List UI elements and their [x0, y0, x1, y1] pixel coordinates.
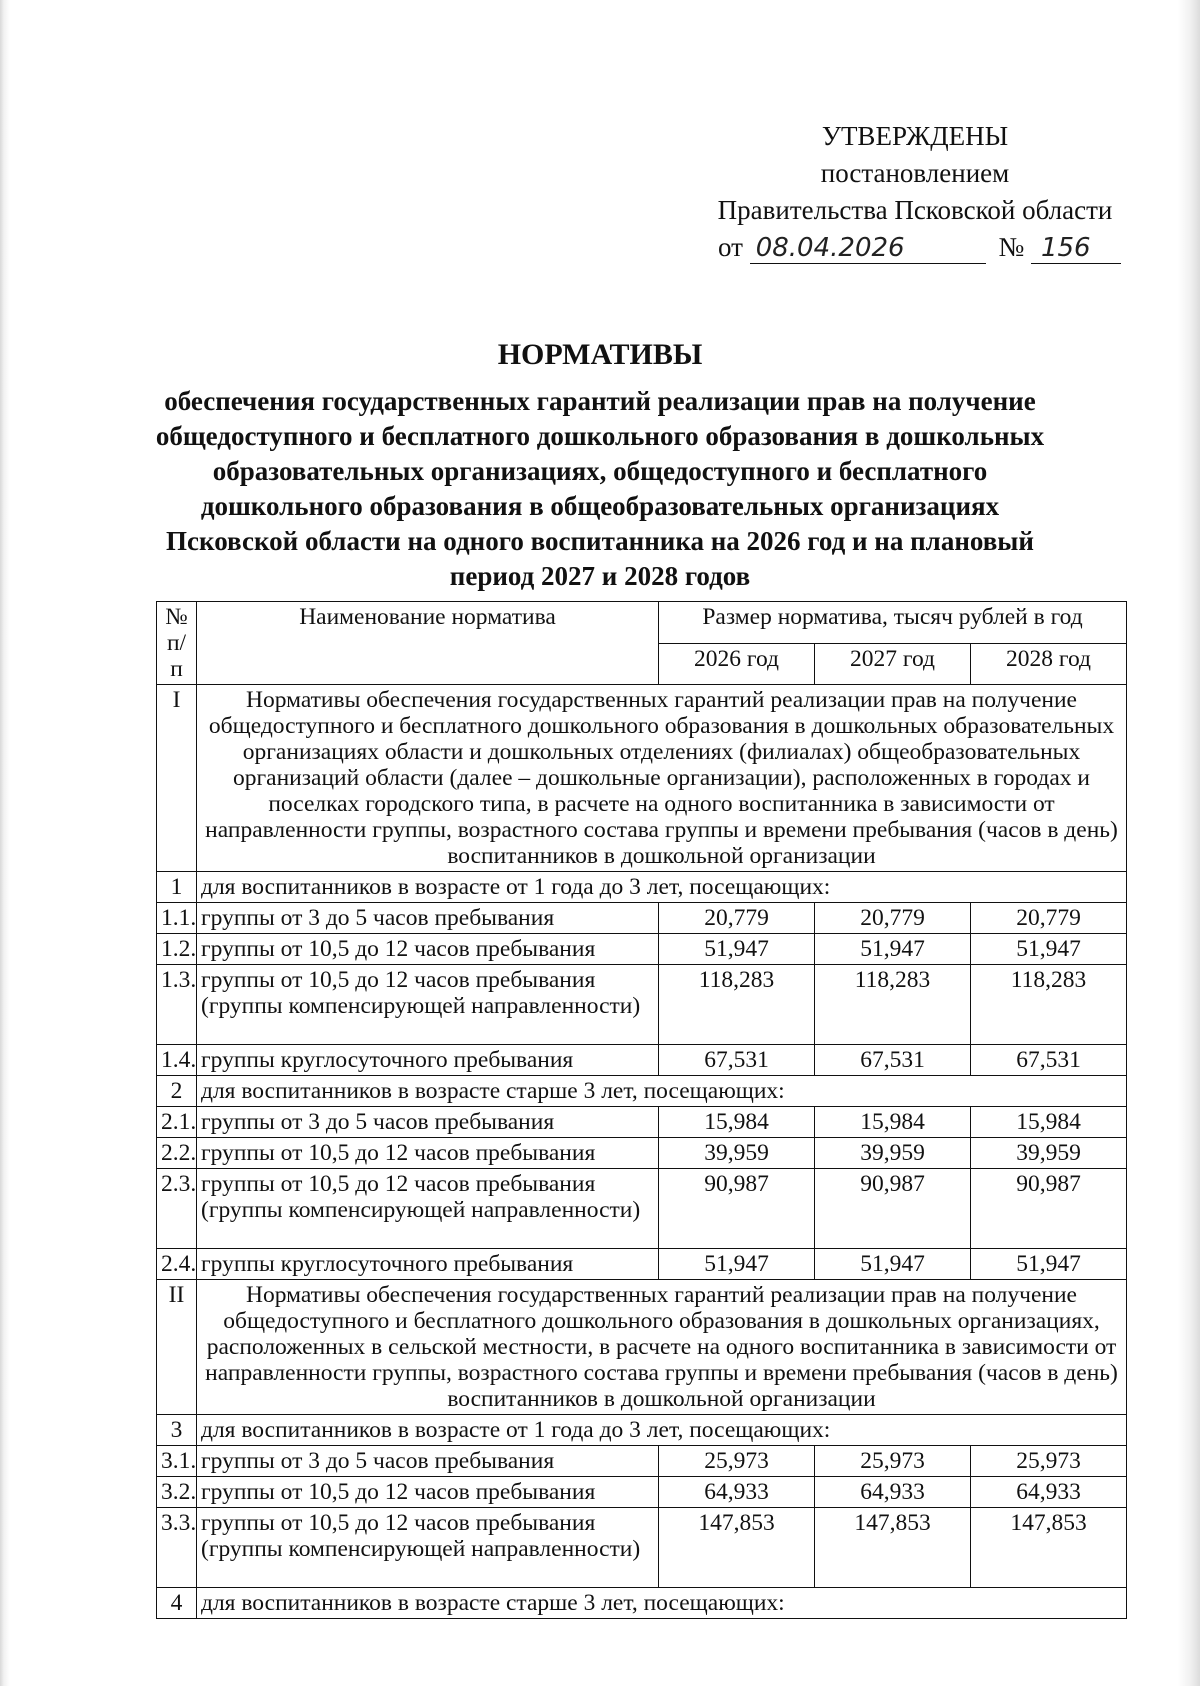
- row-value-2028: 118,283: [971, 965, 1127, 1045]
- row-value-2028: 90,987: [971, 1169, 1127, 1249]
- scan-edge-left: [0, 0, 10, 1686]
- row-name: группы от 10,5 до 12 часов пребывания (группы компенсирующей направленности): [197, 1169, 659, 1249]
- row-value-2027: 51,947: [815, 934, 971, 965]
- row-value-2028: 51,947: [971, 934, 1127, 965]
- approval-government: Правительства Псковской области: [717, 195, 1113, 225]
- row-value-2027: 20,779: [815, 903, 971, 934]
- norms-table: [156, 601, 1127, 1619]
- approval-heading: УТВЕРЖДЕНЫ: [821, 121, 1009, 151]
- row-num: 1.4.: [157, 1045, 197, 1076]
- scan-edge-right: [1178, 0, 1200, 1686]
- row-value-2027: 147,853: [815, 1508, 971, 1588]
- row-name: группы от 3 до 5 часов пребывания: [197, 1446, 659, 1477]
- group-label: для воспитанников в возрасте старше 3 лет, посещающих:: [197, 1076, 1127, 1107]
- date-prefix: от: [718, 232, 743, 262]
- table-row: [157, 1446, 1127, 1477]
- approval-block: [690, 118, 1140, 266]
- header-name: Наименование норматива: [197, 602, 659, 685]
- row-num: 3.3.: [157, 1508, 197, 1588]
- group-row: [157, 1588, 1127, 1619]
- row-value-2026: 51,947: [659, 934, 815, 965]
- row-num: 1.1.: [157, 903, 197, 934]
- header-size: Размер норматива, тысяч рублей в год: [659, 602, 1127, 644]
- row-value-2026: 64,933: [659, 1477, 815, 1508]
- row-value-2026: 25,973: [659, 1446, 815, 1477]
- row-name: группы круглосуточного пребывания: [197, 1249, 659, 1280]
- table-row: [157, 1477, 1127, 1508]
- row-num: 2.3.: [157, 1169, 197, 1249]
- group-num: 1: [157, 872, 197, 903]
- table-row: [157, 1138, 1127, 1169]
- section-row: [157, 685, 1127, 872]
- approval-date-line: [690, 229, 1140, 266]
- section-num: II: [157, 1280, 197, 1415]
- table-row: [157, 1249, 1127, 1280]
- row-value-2027: 15,984: [815, 1107, 971, 1138]
- header-year: 2028 год: [971, 643, 1127, 685]
- row-name: группы от 10,5 до 12 часов пребывания: [197, 934, 659, 965]
- row-name: группы от 10,5 до 12 часов пребывания: [197, 1477, 659, 1508]
- row-name: группы круглосуточного пребывания: [197, 1045, 659, 1076]
- group-row: [157, 872, 1127, 903]
- row-value-2027: 64,933: [815, 1477, 971, 1508]
- header-row: [157, 602, 1127, 644]
- row-name: группы от 10,5 до 12 часов пребывания (группы компенсирующей направленности): [197, 965, 659, 1045]
- row-value-2026: 39,959: [659, 1138, 815, 1169]
- row-num: 2.2.: [157, 1138, 197, 1169]
- row-value-2027: 118,283: [815, 965, 971, 1045]
- section-text: Нормативы обеспечения государственных гарантий реализации прав на получение общедоступного и бесплатного дошкольного образования в дошкольных образовательных организациях области и дошкольных отделениях (филиалах) общеобразовательных организаций области (далее – дошкольные организации), расположенных в городах и поселках городского типа, в расчете на одного воспитанника в зависимости от направленности группы, возрастного состава группы и времени пребывания (часов в день) воспитанников в дошкольной организации: [197, 685, 1127, 872]
- row-value-2026: 20,779: [659, 903, 815, 934]
- row-name: группы от 3 до 5 часов пребывания: [197, 1107, 659, 1138]
- row-value-2026: 67,531: [659, 1045, 815, 1076]
- group-num: 3: [157, 1415, 197, 1446]
- table-row: [157, 965, 1127, 1045]
- row-name: группы от 10,5 до 12 часов пребывания: [197, 1138, 659, 1169]
- row-value-2026: 118,283: [659, 965, 815, 1045]
- table-row: [157, 934, 1127, 965]
- handwritten-date: 08.04.2026: [750, 233, 986, 264]
- group-num: 2: [157, 1076, 197, 1107]
- row-num: 2.4.: [157, 1249, 197, 1280]
- handwritten-number: 156: [1031, 233, 1121, 264]
- row-value-2027: 25,973: [815, 1446, 971, 1477]
- number-prefix: №: [998, 232, 1025, 262]
- row-num: 2.1.: [157, 1107, 197, 1138]
- table-row: [157, 1107, 1127, 1138]
- row-value-2028: 64,933: [971, 1477, 1127, 1508]
- section-num: I: [157, 685, 197, 872]
- row-num: 3.1.: [157, 1446, 197, 1477]
- row-name: группы от 10,5 до 12 часов пребывания (группы компенсирующей направленности): [197, 1508, 659, 1588]
- row-value-2026: 90,987: [659, 1169, 815, 1249]
- row-value-2028: 51,947: [971, 1249, 1127, 1280]
- table-row: [157, 903, 1127, 934]
- row-value-2027: 39,959: [815, 1138, 971, 1169]
- row-value-2028: 20,779: [971, 903, 1127, 934]
- row-value-2028: 147,853: [971, 1508, 1127, 1588]
- row-value-2026: 147,853: [659, 1508, 815, 1588]
- table-row: [157, 1508, 1127, 1588]
- section-row: [157, 1280, 1127, 1415]
- header-num: № п/п: [157, 602, 197, 685]
- row-value-2028: 15,984: [971, 1107, 1127, 1138]
- group-label: для воспитанников в возрасте старше 3 лет, посещающих:: [197, 1588, 1127, 1619]
- group-row: [157, 1076, 1127, 1107]
- row-name: группы от 3 до 5 часов пребывания: [197, 903, 659, 934]
- group-row: [157, 1415, 1127, 1446]
- row-value-2026: 15,984: [659, 1107, 815, 1138]
- document-title: НОРМАТИВЫ: [497, 338, 703, 371]
- row-value-2028: 25,973: [971, 1446, 1127, 1477]
- row-value-2028: 39,959: [971, 1138, 1127, 1169]
- header-year: 2027 год: [815, 643, 971, 685]
- table-row: [157, 1045, 1127, 1076]
- row-value-2026: 51,947: [659, 1249, 815, 1280]
- row-value-2028: 67,531: [971, 1045, 1127, 1076]
- document-subtitle: обеспечения государственных гарантий реализации прав на получение общедоступного и бесплатного дошкольного образования в дошкольных образовательных организациях, общедоступного и бесплатного дошкольного образования в общеобразовательных организациях Псковской области на одного воспитанника на 2026 год и на плановый период 2027 и 2028 годов: [155, 386, 1045, 591]
- row-num: 3.2.: [157, 1477, 197, 1508]
- header-year: 2026 год: [659, 643, 815, 685]
- group-num: 4: [157, 1588, 197, 1619]
- row-num: 1.2.: [157, 934, 197, 965]
- group-label: для воспитанников в возрасте от 1 года до 3 лет, посещающих:: [197, 872, 1127, 903]
- approval-by: постановлением: [820, 158, 1010, 188]
- table-row: [157, 1169, 1127, 1249]
- row-value-2027: 90,987: [815, 1169, 971, 1249]
- row-value-2027: 67,531: [815, 1045, 971, 1076]
- group-label: для воспитанников в возрасте от 1 года до 3 лет, посещающих:: [197, 1415, 1127, 1446]
- row-num: 1.3.: [157, 965, 197, 1045]
- row-value-2027: 51,947: [815, 1249, 971, 1280]
- section-text: Нормативы обеспечения государственных гарантий реализации прав на получение общедоступного и бесплатного дошкольного образования в дошкольных организациях, расположенных в сельской местности, в расчете на одного воспитанника в зависимости от направленности группы, возрастного состава группы и времени пребывания (часов в день) воспитанников в дошкольной организации: [197, 1280, 1127, 1415]
